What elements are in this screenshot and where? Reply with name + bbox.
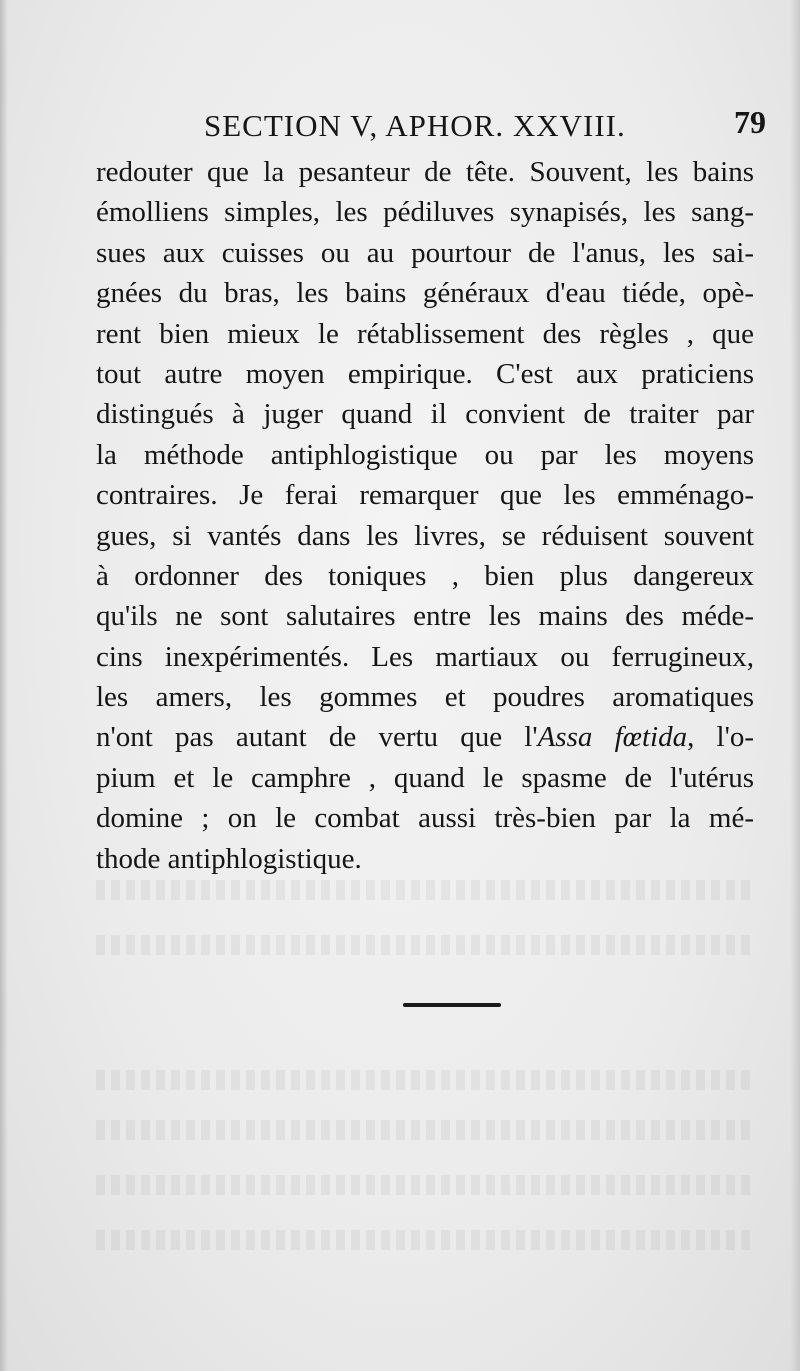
- text-line-8: la méthode antiphlogistique ou par les moyens: [96, 438, 754, 471]
- text-line-15-end: , l'o-: [687, 721, 754, 754]
- bleed-through-band: [96, 1175, 756, 1195]
- text-line-16: pium et le camphre , quand le spasme de l'utérus: [96, 761, 754, 794]
- text-line-6: tout autre moyen empirique. C'est aux praticiens: [96, 357, 754, 390]
- text-line-3: sues aux cuisses ou au pourtour de l'anus, les sai-: [96, 236, 754, 269]
- text-line-1: redouter que la pesanteur de tête. Souvent, les bains: [96, 156, 754, 188]
- body-text: [96, 152, 754, 879]
- running-header: [96, 100, 766, 150]
- text-line-15: [96, 717, 754, 757]
- text-line-15-start: n'ont pas autant de vertu que l': [96, 721, 538, 754]
- page-edge-right: [790, 0, 800, 1371]
- text-line-4: gnées du bras, les bains généraux d'eau tiéde, opè-: [96, 277, 754, 310]
- header-title: SECTION V, APHOR. XXVIII.: [204, 108, 626, 143]
- text-line-12: qu'ils ne sont salutaires entre les mains des méde-: [96, 600, 754, 633]
- text-line-17: domine ; on le combat aussi très-bien par la mé-: [96, 802, 754, 835]
- text-line-10: gues, si vantés dans les livres, se réduisent souvent: [96, 519, 754, 552]
- bleed-through-band: [96, 880, 756, 900]
- text-line-11: à ordonner des toniques , bien plus dangereux: [96, 559, 754, 592]
- text-line-7: distingués à juger quand il convient de traiter par: [96, 398, 754, 431]
- bleed-through-band: [96, 1070, 756, 1090]
- section-divider-rule: [403, 1003, 501, 1007]
- text-line-9: contraires. Je ferai remarquer que les emménago-: [96, 479, 754, 512]
- italic-term: Assa fœtida: [537, 721, 688, 754]
- text-line-18: thode antiphlogistique.: [96, 842, 362, 875]
- text-line-5: rent bien mieux le rétablissement des règles , que: [96, 317, 754, 350]
- text-line-13: cins inexpérimentés. Les martiaux ou ferrugineux,: [96, 640, 754, 673]
- page-number: 79: [734, 104, 766, 140]
- page-edge-left: [0, 0, 8, 1371]
- bleed-through-band: [96, 1230, 756, 1250]
- bleed-through-band: [96, 1120, 756, 1140]
- bleed-through-band: [96, 935, 756, 955]
- text-line-14: les amers, les gommes et poudres aromatiques: [96, 681, 754, 714]
- text-line-2: émolliens simples, les pédiluves synapisés, les sang-: [96, 196, 754, 229]
